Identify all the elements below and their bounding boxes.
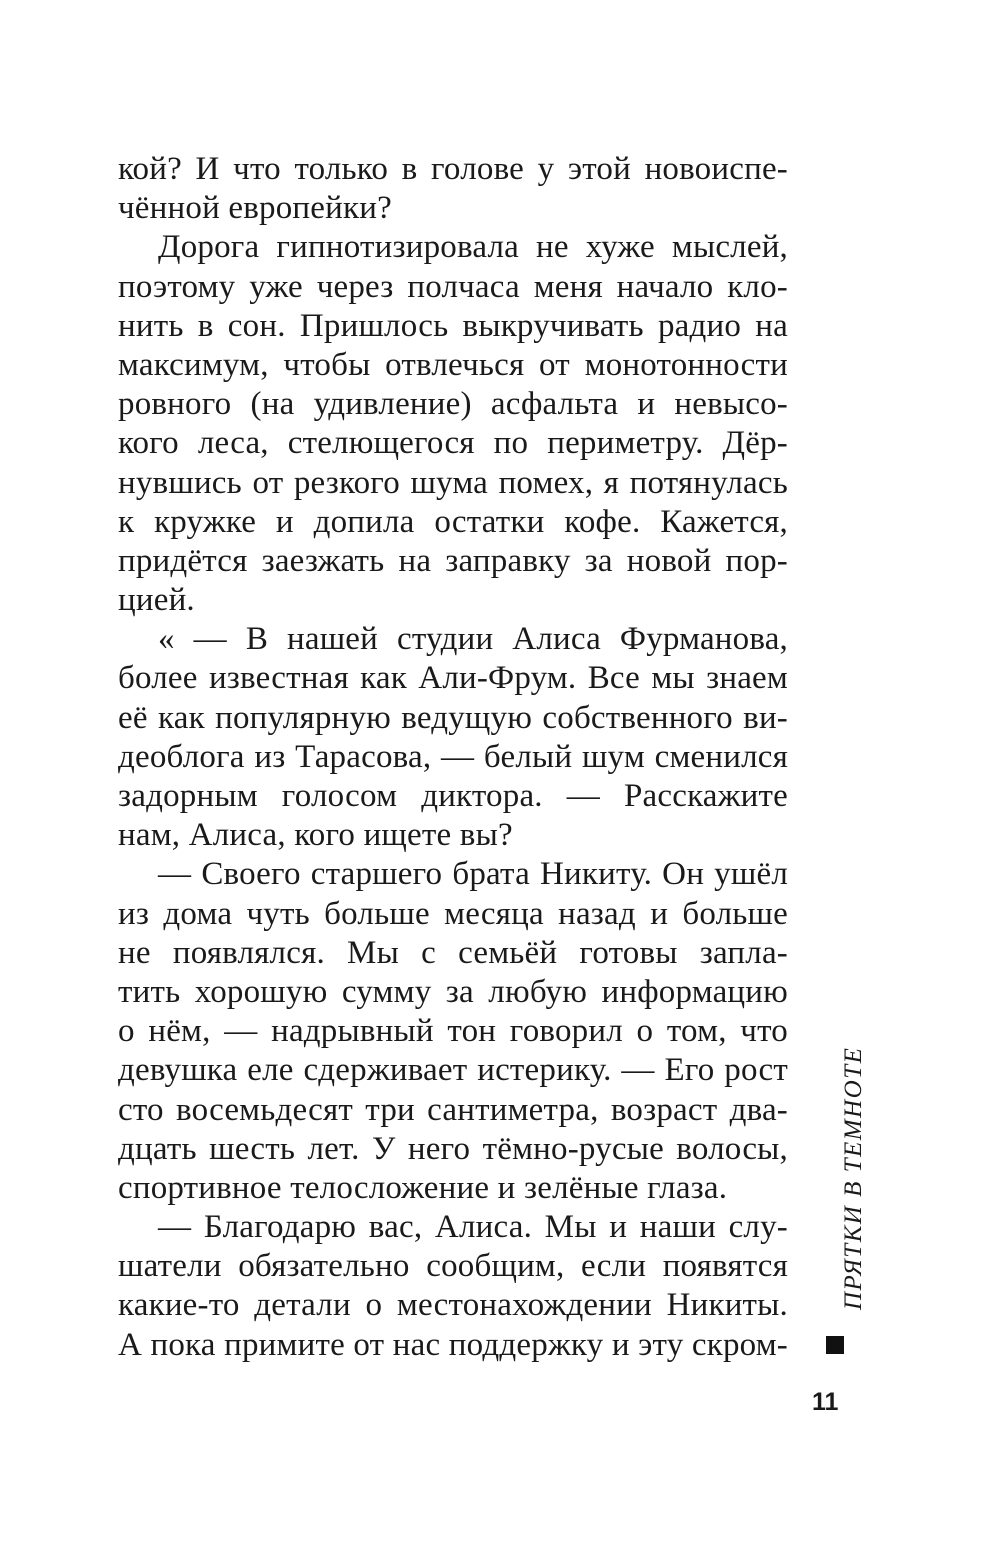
text-line: шатели обязательно сообщим, если появятся xyxy=(118,1248,788,1285)
text-line: деоблога из Тарасова, — белый шум сменился xyxy=(118,738,788,775)
text-line: нувшись от резкого шума помех, я потянулась xyxy=(118,464,788,501)
black-square-icon xyxy=(826,1336,844,1354)
text-line: — Благодарю вас, Алиса. Мы и наши слу- xyxy=(158,1209,788,1246)
text-line: о нём, — надрывный тон говорил о том, что xyxy=(118,1013,788,1050)
text-line: кого леса, стелющегося по периметру. Дёр- xyxy=(118,425,788,462)
text-line: сто восемьдесят три сантиметра, возраст два- xyxy=(118,1091,788,1128)
text-line: более известная как Али-Фрум. Все мы знаем xyxy=(118,660,788,697)
page-number: 11 xyxy=(812,1388,839,1416)
text-line: Дорога гипнотизировала не хуже мыслей, xyxy=(158,229,788,266)
text-line: нить в сон. Пришлось выкручивать радио на xyxy=(118,307,788,344)
text-line: цией. xyxy=(118,582,195,619)
text-line: спортивное телосложение и зелёные глаза. xyxy=(118,1169,728,1206)
text-line: поэтому уже через полчаса меня начало кло- xyxy=(118,268,788,305)
text-line: — Своего старшего брата Никиту. Он ушёл xyxy=(158,856,788,893)
running-title: ПРЯТКИ В ТЕМНОТЕ xyxy=(840,1046,867,1310)
text-line: кой? И что только в голове у этой новоиспе- xyxy=(118,151,788,187)
text-line: какие-то детали о местонахождении Никиты. xyxy=(118,1287,788,1324)
text-line: из дома чуть больше месяца назад и больше xyxy=(118,895,788,932)
text-line: « — В нашей студии Алиса Фурманова, xyxy=(158,621,788,658)
text-line: дцать шесть лет. У него тёмно-русые волосы, xyxy=(118,1130,788,1167)
text-line: не появлялся. Мы с семьёй готовы запла- xyxy=(118,934,788,971)
text-line: придётся заезжать на заправку за новой пор- xyxy=(118,542,788,579)
text-line: тить хорошую сумму за любую информацию xyxy=(118,973,788,1010)
text-line: чённой европейки? xyxy=(118,190,392,227)
text-line: ровного (на удивление) асфальта и невысо- xyxy=(118,386,788,423)
text-line: к кружке и допила остатки кофе. Кажется, xyxy=(118,503,788,540)
text-line: нам, Алиса, кого ищете вы? xyxy=(118,817,513,854)
text-line: её как популярную ведущую собственного ви- xyxy=(118,699,788,736)
text-line: А пока примите от нас поддержку и эту скром- xyxy=(118,1326,788,1363)
text-line: максимум, чтобы отвлечься от монотонности xyxy=(118,346,788,383)
body-text xyxy=(118,150,788,1365)
text-line: девушка еле сдерживает истерику. — Его рост xyxy=(118,1052,788,1089)
text-line: задорным голосом диктора. — Расскажите xyxy=(118,778,788,814)
